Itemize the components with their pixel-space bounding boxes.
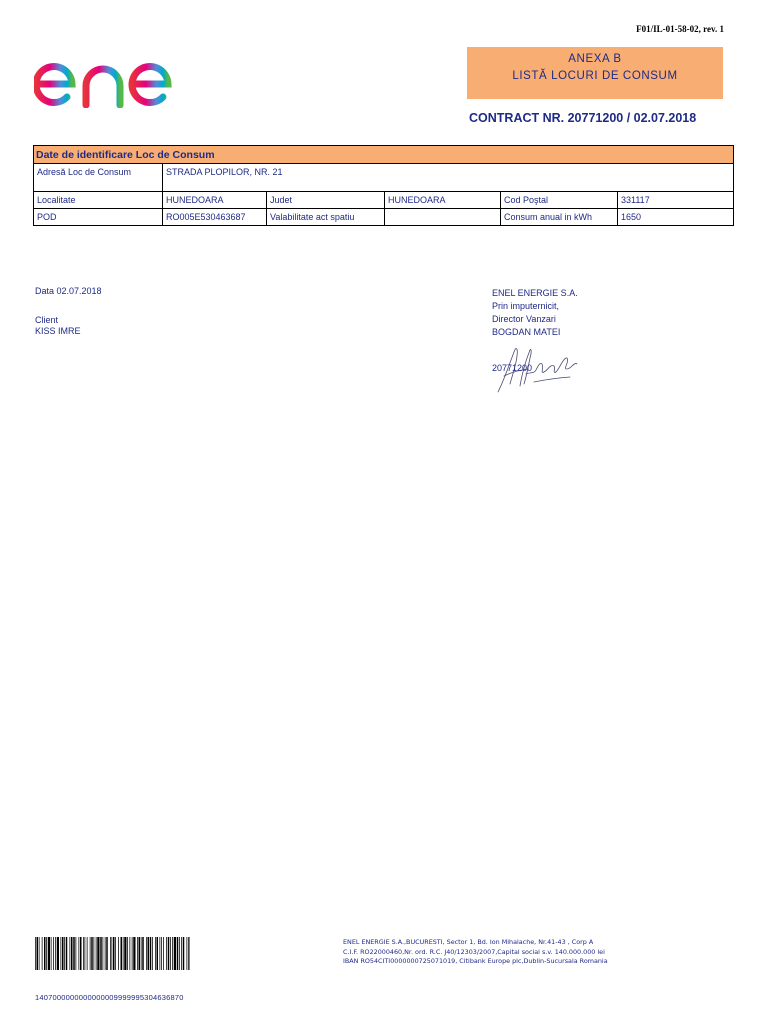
barcode-bar [123, 937, 124, 970]
table-row [34, 192, 734, 209]
barcode-bar [168, 937, 170, 970]
barcode-bar [150, 937, 152, 970]
barcode-bar [113, 937, 115, 970]
client-label: Client [35, 315, 59, 325]
barcode-bar [137, 937, 138, 970]
barcode-bar [188, 937, 189, 970]
barcode-bar [71, 937, 73, 970]
barcode-bar [146, 937, 147, 970]
barcode-bar [133, 937, 135, 970]
locality-label: Localitate [34, 192, 163, 209]
barcode-number: 1407000000000000009999995304636870 [35, 993, 184, 1002]
barcode-bar [172, 937, 173, 970]
barcode-bar [91, 937, 93, 970]
barcode-bar [46, 937, 47, 970]
client-block [35, 315, 81, 336]
supplier-name: ENEL ENERGIE S.A. [492, 288, 578, 298]
barcode-bar [42, 937, 43, 970]
barcode-bar [94, 937, 95, 970]
barcode-bar [61, 937, 62, 970]
barcode-bar [44, 937, 46, 970]
client-name: KISS IMRE [35, 325, 81, 336]
annex-box [467, 47, 723, 99]
barcode-bar [163, 937, 164, 970]
barcode-bar [127, 937, 128, 970]
postal-code-label: Cod Poştal [501, 192, 618, 209]
contract-title: CONTRACT NR. 20771200 / 02.07.2018 [469, 111, 697, 125]
table-row [34, 209, 734, 226]
signature-date: Data 02.07.2018 [35, 286, 102, 296]
barcode-bar [115, 937, 116, 970]
consumption-place-table [33, 145, 734, 226]
authorized-label: Prin imputernicit, [492, 301, 560, 311]
barcode-bar [80, 937, 82, 970]
barcode-bar [181, 937, 182, 970]
barcode-bar [179, 937, 180, 970]
document-code: F01/IL-01-58-02, rev. 1 [636, 24, 724, 34]
barcode-bar [62, 937, 64, 970]
validity-value [385, 209, 501, 226]
consumption-value: 1650 [618, 209, 734, 226]
barcode-bar [112, 937, 113, 970]
barcode-bar [118, 937, 119, 970]
table-row [34, 164, 734, 192]
barcode-bar [155, 937, 156, 970]
barcode-bar [139, 937, 141, 970]
barcode-bar [166, 937, 167, 970]
barcode-bar [121, 937, 123, 970]
footer-registration: C.I.F. RO22000460,Nr. ord. R.C. J40/12303/2007,Capital social s.v. 140.000.000 lei [343, 947, 605, 956]
barcode-bar [152, 937, 153, 970]
company-footer [343, 938, 608, 967]
locality-value: HUNEDOARA [163, 192, 267, 209]
barcode-bar [79, 937, 80, 970]
barcode-bar [97, 937, 99, 970]
barcode-bar [157, 937, 159, 970]
barcode-bar [130, 937, 131, 970]
annex-subtitle: LISTĂ LOCURI DE CONSUM [512, 70, 678, 82]
consumption-label: Consum anual in kWh [501, 209, 618, 226]
barcode-bar [161, 937, 162, 970]
address-value: STRADA PLOPILOR, NR. 21 [163, 164, 734, 192]
barcode-bar [124, 937, 126, 970]
barcode-bar [142, 937, 144, 970]
barcode-bar [110, 937, 111, 970]
supplier-block [492, 287, 578, 339]
representative-role: Director Vanzari [492, 314, 556, 324]
barcode [35, 937, 190, 970]
barcode-bar [141, 937, 142, 970]
barcode-bar [106, 937, 108, 970]
barcode-bar [177, 937, 179, 970]
barcode-bar [76, 937, 77, 970]
barcode-bar [35, 937, 36, 970]
barcode-bar [160, 937, 161, 970]
representative-name: BOGDAN MATEI [492, 327, 561, 337]
barcode-bar [64, 937, 65, 970]
barcode-bar [53, 937, 54, 970]
barcode-bar [57, 937, 59, 970]
section-title: Date de identificare Loc de Consum [34, 146, 734, 164]
contract-reference: 20771200 [492, 363, 533, 373]
barcode-bar [90, 937, 91, 970]
table-section-header [34, 146, 734, 164]
postal-code-value: 331117 [618, 192, 734, 209]
barcode-bar [73, 937, 75, 970]
barcode-bar [83, 937, 84, 970]
barcode-bar [187, 937, 188, 970]
barcode-bar [170, 937, 171, 970]
barcode-bar [37, 937, 39, 970]
barcode-bar [87, 937, 88, 970]
barcode-bar [66, 937, 68, 970]
barcode-bar [85, 937, 86, 970]
barcode-bar [96, 937, 97, 970]
barcode-bar [132, 937, 133, 970]
barcode-bar [190, 937, 191, 970]
county-value: HUNEDOARA [385, 192, 501, 209]
barcode-bar [105, 937, 106, 970]
barcode-bar [100, 937, 102, 970]
barcode-bar [103, 937, 104, 970]
barcode-bar [39, 937, 40, 970]
annex-title: ANEXA B [568, 53, 622, 65]
footer-bank: IBAN RO54CITI0000000725071019, Citibank Europe plc,Dublin-Sucursala Romania [343, 957, 608, 966]
barcode-bar [70, 937, 71, 970]
pod-label: POD [34, 209, 163, 226]
county-label: Judet [267, 192, 385, 209]
address-label: Adresă Loc de Consum [34, 164, 163, 192]
barcode-bar [183, 937, 185, 970]
footer-address: ENEL ENERGIE S.A.,BUCURESTI, Sector 1, Bd. Ion Mihalache, Nr.41-43 , Corp A [343, 938, 594, 946]
barcode-bar [48, 937, 50, 970]
barcode-bar [174, 937, 176, 970]
barcode-bar [148, 937, 150, 970]
barcode-bar [55, 937, 56, 970]
pod-value: RO005E530463687 [163, 209, 267, 226]
enel-logo [34, 44, 210, 108]
barcode-bar [51, 937, 52, 970]
validity-label: Valabilitate act spatiu [267, 209, 385, 226]
